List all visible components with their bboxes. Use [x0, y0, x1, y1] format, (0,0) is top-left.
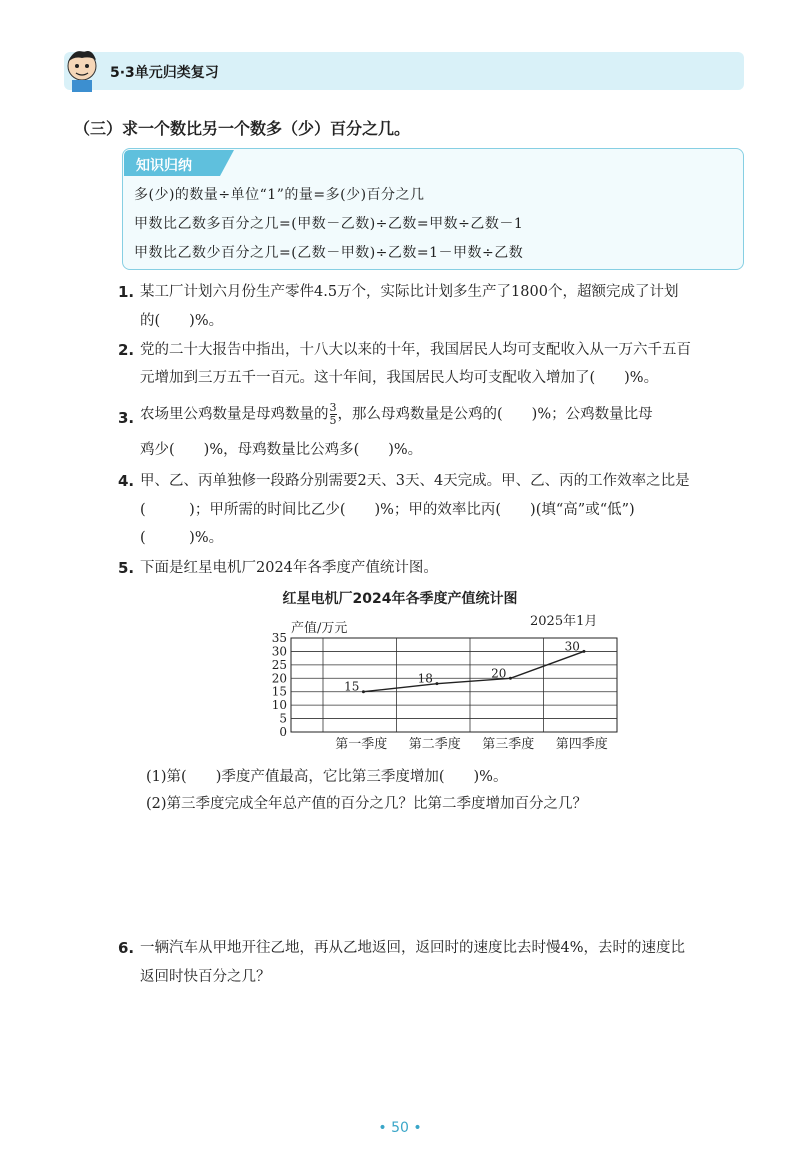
question-1-line-1: 某工厂计划六月份生产零件4.5万个，实际比计划多生产了1800个，超额完成了计划: [140, 284, 679, 300]
knowledge-line-1: 多(少)的数量÷单位“1”的量=多(少)百分之几: [134, 187, 425, 203]
chart-date-note: 2025年1月: [530, 614, 598, 629]
chart-y-ticks: [272, 631, 287, 739]
question-3-line-2: 鸡少( )%，母鸡数量比公鸡多( )%。: [140, 442, 423, 458]
question-4-line-1: 甲、乙、丙单独修一段路分别需要2天、3天、4天完成。甲、乙、丙的工作效率之比是: [140, 473, 690, 489]
question-1-number: 1.: [118, 283, 135, 301]
question-5-sub-2: (2)第三季度完成全年总产值的百分之几？比第二季度增加百分之几？: [146, 796, 588, 812]
question-2-number: 2.: [118, 341, 135, 359]
knowledge-tag: 知识归纳: [136, 158, 192, 174]
question-3-text-b: ，那么母鸡数量是公鸡的( )%；公鸡数量比母: [337, 406, 653, 423]
chart-point: [509, 677, 512, 680]
question-6-number: 6.: [118, 939, 135, 957]
chart-y-tick-label: 20: [271, 671, 287, 686]
knowledge-line-3: 甲数比乙数少百分之几=(乙数－甲数)÷乙数=1－甲数÷乙数: [134, 245, 524, 261]
chart-y-label: 产值/万元: [291, 621, 348, 636]
question-6-line-1: 一辆汽车从甲地开往乙地，再从乙地返回，返回时的速度比去时慢4%，去时的速度比: [140, 940, 685, 956]
chart-y-tick-label: 10: [271, 698, 287, 713]
knowledge-line-2: 甲数比乙数多百分之几=(甲数－乙数)÷乙数=甲数÷乙数－1: [134, 216, 524, 232]
chart-y-tick-label: 5: [279, 711, 287, 726]
chart-point: [362, 690, 365, 693]
question-3-number: 3.: [118, 409, 135, 427]
question-2-line-1: 党的二十大报告中指出，十八大以来的十年，我国居民人均可支配收入从一万六千五百: [140, 342, 691, 358]
question-3-line-1: [140, 402, 653, 427]
page-number: • 50 •: [378, 1120, 422, 1136]
chart-data-label: 15: [344, 679, 360, 694]
chart-y-tick-label: 30: [271, 644, 287, 659]
chart-x-tick-label: 第一季度: [335, 737, 388, 752]
chart-x-tick-label: 第三季度: [482, 737, 535, 752]
question-4-number: 4.: [118, 472, 135, 490]
chart-y-tick-label: 0: [279, 725, 287, 739]
fraction-three-fifths: [330, 402, 337, 427]
chart-y-tick-label: 35: [271, 631, 287, 645]
question-4-line-2: ( )；甲所需的时间比乙少( )%；甲的效率比丙( )(填“高”或“低”): [140, 502, 635, 518]
question-5-line-1: 下面是红星电机厂2024年各季度产值统计图。: [140, 560, 438, 576]
question-1-line-2: 的( )%。: [140, 313, 224, 329]
chart-y-tick-label: 25: [271, 657, 287, 672]
question-4-line-3: ( )%。: [140, 530, 224, 546]
chart-y-tick-label: 15: [271, 684, 287, 699]
question-5-number: 5.: [118, 559, 135, 577]
chart-point: [582, 650, 585, 653]
chart-data-label: 20: [491, 666, 507, 681]
line-chart: [0, 605, 800, 765]
section-title: （三）求一个数比另一个数多（少）百分之几。: [74, 119, 411, 138]
header-title: 5·3单元归类复习: [110, 65, 219, 81]
chart-x-tick-label: 第四季度: [555, 737, 608, 752]
fraction-denominator: 5: [329, 414, 337, 427]
fraction-numerator: 3: [329, 401, 337, 414]
chart-x-ticks: [335, 736, 608, 752]
question-5-sub-1: (1)第( )季度产值最高，它比第三季度增加( )%。: [146, 769, 508, 785]
chart-x-tick-label: 第二季度: [408, 737, 461, 752]
chart-data-label: 18: [417, 671, 433, 686]
question-2-line-2: 元增加到三万五千一百元。这十年间，我国居民人均可支配收入增加了( )%。: [140, 370, 659, 386]
chart-data-label: 30: [564, 639, 580, 654]
chart-series: [344, 639, 585, 693]
mascot-icon: [62, 46, 102, 92]
chart-point: [435, 682, 438, 685]
question-6-line-2: 返回时快百分之几？: [140, 969, 271, 985]
question-3-text-a: 农场里公鸡数量是母鸡数量的: [140, 406, 329, 423]
chart-title: 红星电机厂2024年各季度产值统计图: [282, 591, 518, 607]
